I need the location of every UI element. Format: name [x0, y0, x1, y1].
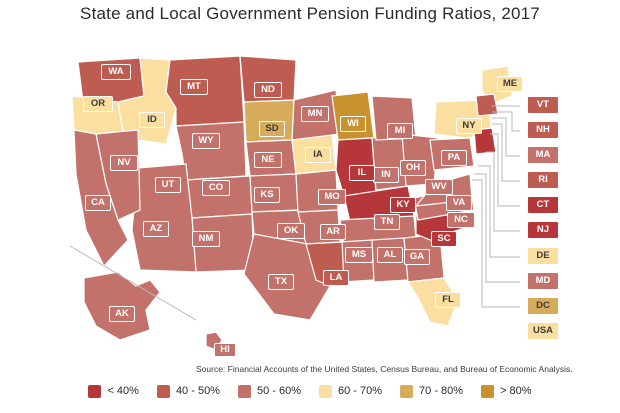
- legend-item-3[interactable]: [319, 385, 382, 398]
- state-label-NY[interactable]: NY: [456, 118, 482, 134]
- state-label-IA[interactable]: IA: [305, 147, 331, 163]
- state-label-USA[interactable]: USA: [527, 322, 559, 340]
- state-label-VT[interactable]: VT: [527, 96, 559, 114]
- state-label-CT[interactable]: CT: [527, 196, 559, 214]
- state-label-TX[interactable]: TX: [268, 274, 294, 290]
- state-label-OH[interactable]: OH: [400, 160, 426, 176]
- legend-label: 60 - 70%: [338, 385, 383, 397]
- state-label-SC[interactable]: SC: [431, 231, 457, 247]
- state-label-AR[interactable]: AR: [320, 224, 346, 240]
- state-label-UT[interactable]: UT: [155, 177, 181, 193]
- legend-swatch-icon: [319, 385, 332, 398]
- state-label-KS[interactable]: KS: [254, 187, 280, 203]
- state-label-OR[interactable]: OR: [83, 96, 113, 112]
- state-label-PA[interactable]: PA: [441, 150, 467, 166]
- state-label-SD[interactable]: SD: [259, 121, 285, 137]
- state-label-VA[interactable]: VA: [446, 195, 472, 211]
- state-label-NV[interactable]: NV: [110, 155, 138, 171]
- state-label-AZ[interactable]: AZ: [143, 221, 169, 237]
- legend-swatch-icon: [88, 385, 101, 398]
- state-label-ND[interactable]: ND: [254, 82, 282, 98]
- legend-swatch-icon: [400, 385, 413, 398]
- state-label-MD[interactable]: MD: [527, 272, 559, 290]
- state-label-RI[interactable]: RI: [527, 171, 559, 189]
- state-label-NH[interactable]: NH: [527, 121, 559, 139]
- state-label-OK[interactable]: OK: [277, 223, 305, 239]
- state-label-NC[interactable]: NC: [447, 212, 475, 228]
- legend-label: 40 - 50%: [175, 385, 220, 397]
- legend: [0, 372, 620, 410]
- legend-item-4[interactable]: [400, 385, 463, 398]
- state-label-DE[interactable]: DE: [527, 247, 559, 265]
- state-label-HI[interactable]: HI: [214, 343, 236, 357]
- state-label-NJ[interactable]: NJ: [527, 221, 559, 239]
- legend-label: 70 - 80%: [419, 385, 464, 397]
- state-label-MS[interactable]: MS: [345, 247, 373, 263]
- state-label-IN[interactable]: IN: [373, 167, 399, 183]
- state-label-CA[interactable]: CA: [85, 195, 111, 211]
- state-label-TN[interactable]: TN: [374, 214, 400, 230]
- state-label-NE[interactable]: NE: [254, 152, 282, 168]
- state-label-NM[interactable]: NM: [192, 231, 220, 247]
- state-label-WV[interactable]: WV: [425, 179, 453, 195]
- source-note: Source: Financial Accounts of the United States, Census Bureau, and Bureau of Economic Analysis.: [196, 364, 573, 374]
- legend-item-5[interactable]: [481, 385, 532, 398]
- legend-item-0[interactable]: [88, 385, 139, 398]
- state-label-DC[interactable]: DC: [527, 297, 559, 315]
- state-label-MA[interactable]: MA: [527, 146, 559, 164]
- legend-label: > 80%: [500, 385, 532, 397]
- state-label-FL[interactable]: FL: [435, 292, 461, 308]
- state-label-MT[interactable]: MT: [180, 79, 208, 95]
- state-label-LA[interactable]: LA: [323, 270, 349, 286]
- legend-swatch-icon: [481, 385, 494, 398]
- state-label-WY[interactable]: WY: [192, 133, 220, 149]
- state-label-CO[interactable]: CO: [202, 180, 230, 196]
- legend-item-2[interactable]: [238, 385, 301, 398]
- state-label-AL[interactable]: AL: [377, 247, 403, 263]
- state-label-WI[interactable]: WI: [340, 116, 366, 132]
- legend-label: 50 - 60%: [256, 385, 301, 397]
- state-label-MI[interactable]: MI: [387, 123, 413, 139]
- state-label-MN[interactable]: MN: [301, 106, 329, 122]
- page-title: State and Local Government Pension Funding Ratios, 2017: [80, 4, 540, 23]
- state-label-IL[interactable]: IL: [349, 165, 375, 181]
- state-label-GA[interactable]: GA: [404, 249, 430, 265]
- state-label-ID[interactable]: ID: [139, 112, 165, 128]
- state-label-WA[interactable]: WA: [101, 64, 131, 80]
- state-label-AK[interactable]: AK: [109, 306, 135, 322]
- state-shape-northeast-cluster: [476, 94, 498, 116]
- legend-label: < 40%: [107, 385, 139, 397]
- state-label-ME[interactable]: ME: [497, 76, 523, 92]
- choropleth-map: [0, 34, 620, 374]
- state-label-KY[interactable]: KY: [390, 197, 416, 213]
- legend-swatch-icon: [157, 385, 170, 398]
- state-label-MO[interactable]: MO: [318, 189, 346, 205]
- legend-swatch-icon: [238, 385, 251, 398]
- legend-item-1[interactable]: [157, 385, 220, 398]
